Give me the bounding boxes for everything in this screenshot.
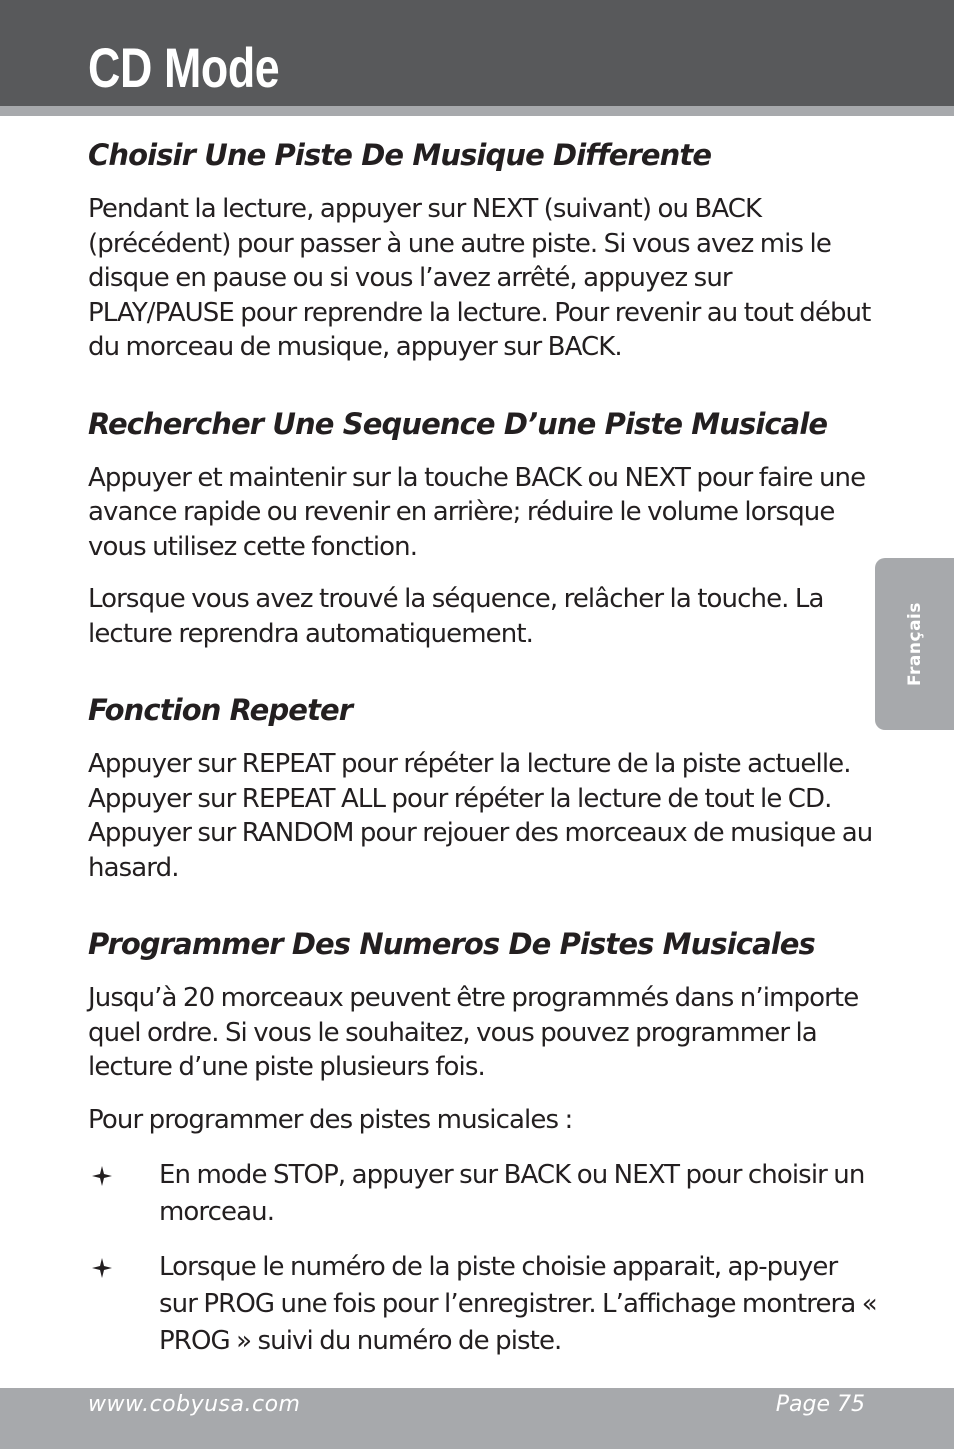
page-header: [0, 0, 954, 106]
section-heading: Choisir Une Piste De Musique Differente: [88, 138, 712, 172]
page-title: CD Mode: [88, 36, 280, 99]
list-item: [88, 1249, 878, 1360]
list-item: [88, 1157, 878, 1231]
section-heading: Fonction Repeter: [88, 693, 353, 727]
section-paragraph: Pendant la lecture, appuyer sur NEXT (suivant) ou BACK (précédent) pour passer à une autre piste. Si vous avez mis le disque en pause ou si vous l’avez arrêté, appuyez sur PLAY/PAUSE pour reprendre la lecture. Pour revenir au tout début du morceau de musique, appuyer sur BACK.: [88, 194, 871, 362]
section-choose-track: [88, 134, 878, 365]
header-divider: [0, 106, 954, 116]
four-point-star-icon: [92, 1166, 112, 1186]
section-paragraph: Lorsque vous avez trouvé la séquence, relâcher la touche. La lecture reprendra automatiquement.: [88, 584, 824, 649]
main-content: [88, 134, 878, 1398]
page-number: Page 75: [775, 1392, 865, 1417]
section-heading: Rechercher Une Sequence D’une Piste Musicale: [88, 406, 828, 441]
program-steps-list: [88, 1157, 878, 1360]
four-point-star-icon: [92, 1258, 112, 1278]
language-tab-label: Français: [904, 602, 925, 686]
list-item-text: En mode STOP, appuyer sur BACK ou NEXT pour choisir un morceau.: [159, 1160, 865, 1227]
section-heading: Programmer Des Numeros De Pistes Musicales: [88, 927, 815, 961]
section-paragraph: Jusqu’à 20 morceaux peuvent être programmés dans n’importe quel ordre. Si vous le souhaitez, vous pouvez programmer la lecture d’une piste plusieurs fois.: [88, 983, 859, 1082]
footer-url: www.cobyusa.com: [88, 1392, 301, 1417]
section-repeat-function: [88, 689, 878, 885]
section-paragraph: Appuyer et maintenir sur la touche BACK ou NEXT pour faire une avance rapide ou revenir en arrière; réduire le volume lorsque vous utilisez cette fonction.: [88, 462, 866, 562]
section-paragraph: Pour programmer des pistes musicales :: [88, 1104, 573, 1135]
section-program-tracks: [88, 923, 878, 1360]
page-footer: [0, 1388, 954, 1449]
section-search-sequence: [88, 403, 878, 652]
list-item-text: Lorsque le numéro de la piste choisie apparait, ap-puyer sur PROG une fois pour l’enregistrer. L’affichage montrera « PROG » suivi du numéro de piste.: [159, 1252, 877, 1356]
section-paragraph: Appuyer sur REPEAT pour répéter la lecture de la piste actuelle. Appuyer sur REPEAT ALL pour répéter la lecture de tout le CD. Appuyer sur RANDOM pour rejouer des morceaux de musique au hasard.: [88, 749, 873, 883]
language-tab: [875, 558, 954, 730]
